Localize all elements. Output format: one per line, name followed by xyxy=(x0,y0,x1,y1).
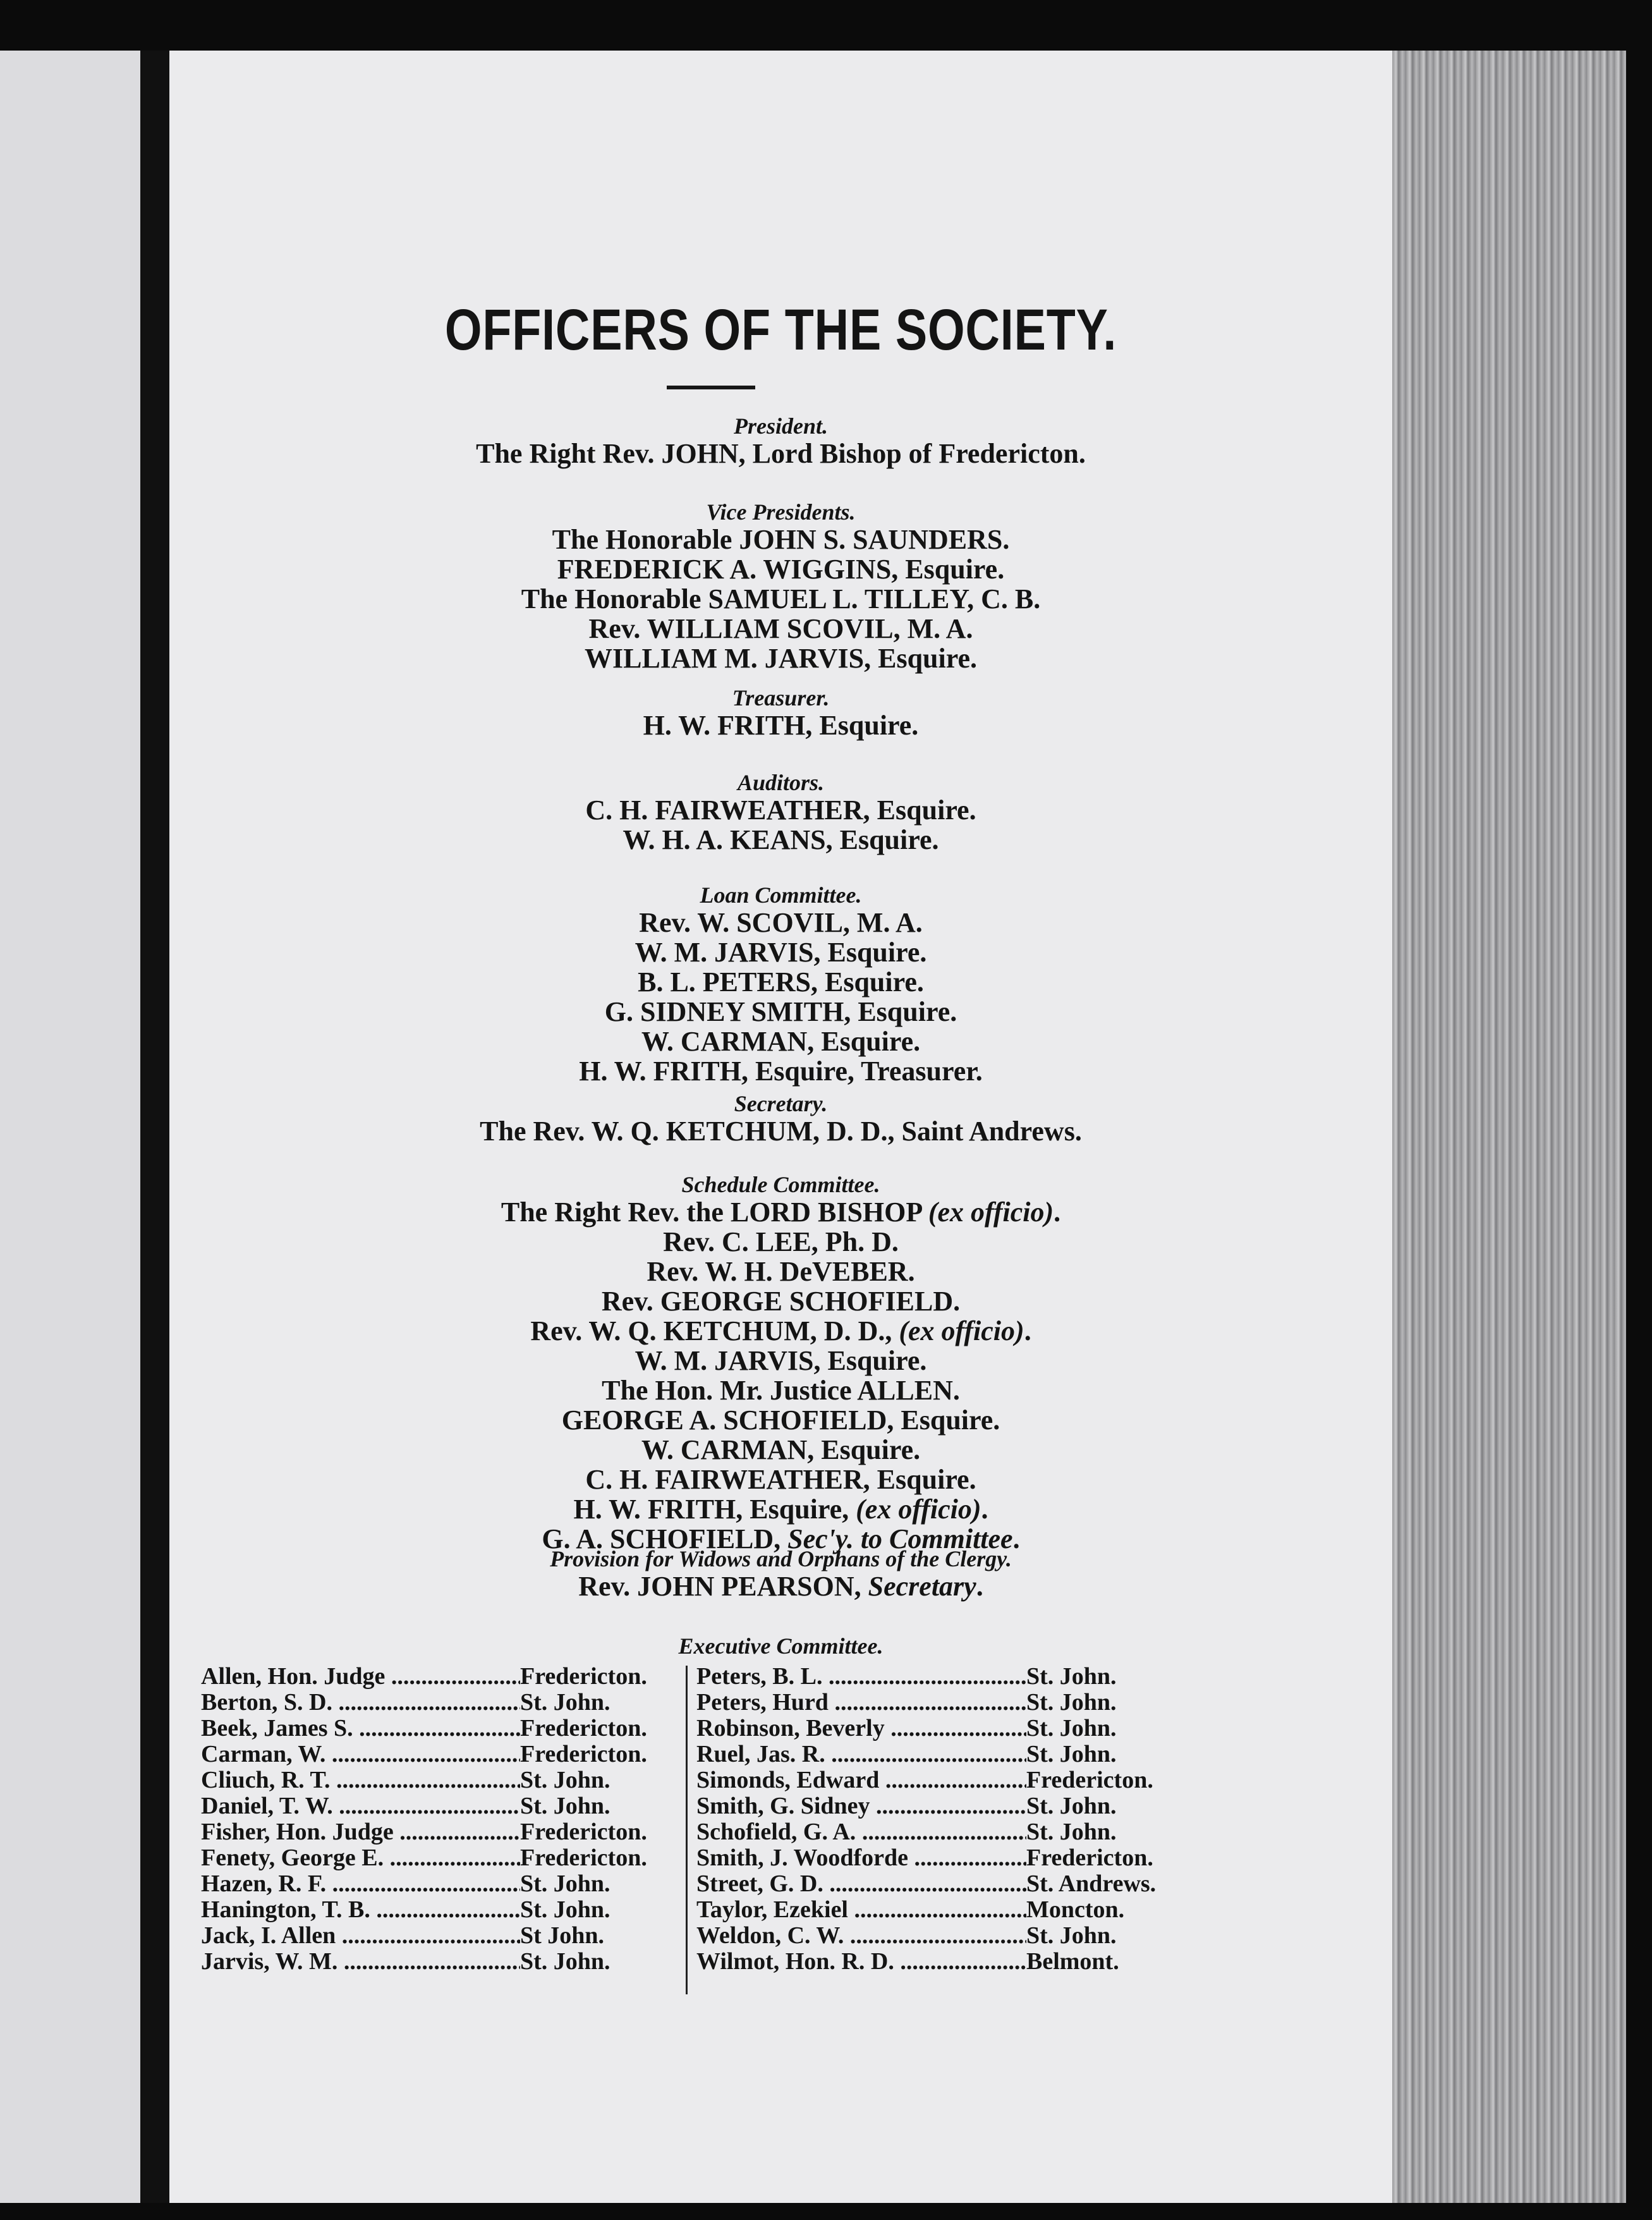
committee-member-row xyxy=(201,1897,675,1923)
section-heading: President. xyxy=(734,413,828,439)
member-place: St. John. xyxy=(520,1689,610,1716)
member-place: St. John. xyxy=(520,1896,610,1923)
entry-text: Rev. W. H. DeVEBER. xyxy=(647,1256,915,1287)
committee-entry xyxy=(169,1346,1392,1375)
member-name: Jack, I. Allen ..... xyxy=(201,1923,520,1949)
entry-text: Rev. JOHN PEARSON, xyxy=(578,1571,868,1602)
officer-entry xyxy=(169,1571,1392,1601)
entry-text: Rev. GEORGE SCHOFIELD. xyxy=(601,1286,961,1317)
officer-entry: C. H. FAIRWEATHER, Esquire. xyxy=(585,795,976,826)
committee-member-row xyxy=(201,1949,675,1975)
officer-entry: W. M. JARVIS, Esquire. xyxy=(635,937,927,968)
entry-text: GEORGE A. SCHOFIELD, Esquire. xyxy=(561,1405,1000,1436)
member-name: Wilmot, Hon. R. D. ..... xyxy=(696,1949,1026,1975)
member-name: Robinson, Beverly ..... xyxy=(696,1716,1026,1741)
entry-text: Rev. W. Q. KETCHUM, D. D., xyxy=(530,1315,899,1346)
member-name: Cliuch, R. T. ..... xyxy=(201,1767,520,1793)
committee-entry xyxy=(169,1286,1392,1316)
committee-member-row xyxy=(696,1664,1189,1690)
section-heading: Treasurer. xyxy=(732,685,830,711)
committee-entry xyxy=(169,1375,1392,1405)
member-name: Hanington, T. B. ..... xyxy=(201,1897,520,1923)
member-place: St. John. xyxy=(1026,1793,1117,1819)
executive-committee-right-column xyxy=(696,1664,1189,1975)
officer-entry: The Right Rev. JOHN, Lord Bishop of Fredericton. xyxy=(476,438,1086,469)
committee-member-row xyxy=(201,1923,675,1949)
member-name: Street, G. D. ..... xyxy=(696,1871,1026,1897)
entry-text: H. W. FRITH, Esquire, xyxy=(573,1494,856,1525)
entry-text: C. H. FAIRWEATHER, Esquire. xyxy=(585,1464,976,1495)
committee-entry xyxy=(169,1316,1392,1346)
committee-entry xyxy=(169,1435,1392,1465)
member-place: St. John. xyxy=(520,1948,610,1975)
committee-member-row xyxy=(696,1845,1189,1871)
member-name: Fisher, Hon. Judge ..... xyxy=(201,1819,520,1845)
committee-entry xyxy=(169,1494,1392,1524)
entry-text: The Right Rev. the LORD BISHOP xyxy=(501,1197,928,1228)
entry-italic: (ex officio) xyxy=(856,1494,981,1525)
entry-punct: . xyxy=(1012,1523,1020,1554)
column-divider xyxy=(686,1666,688,1994)
member-place: St. John. xyxy=(1026,1689,1117,1716)
section-heading: Vice Presidents. xyxy=(706,499,856,525)
entry-text: W. M. JARVIS, Esquire. xyxy=(635,1345,927,1376)
officer-entry: H. W. FRITH, Esquire, Treasurer. xyxy=(579,1056,983,1087)
officer-entry: G. SIDNEY SMITH, Esquire. xyxy=(604,996,957,1027)
widows-orphans-section xyxy=(169,1546,1392,1601)
member-name: Fenety, George E. ..... xyxy=(201,1845,520,1871)
executive-committee-heading-wrap xyxy=(169,1633,1392,1659)
member-name: Smith, J. Woodforde ..... xyxy=(696,1845,1026,1871)
member-place: St. John. xyxy=(1026,1663,1117,1690)
section-heading: Auditors. xyxy=(737,770,825,795)
member-place: Belmont. xyxy=(1026,1948,1119,1975)
member-name: Daniel, T. W. ..... xyxy=(201,1793,520,1819)
officer-entry: FREDERICK A. WIGGINS, Esquire. xyxy=(557,554,1005,585)
entry-punct: . xyxy=(981,1494,988,1525)
member-place: St. John. xyxy=(1026,1715,1117,1741)
committee-member-row xyxy=(201,1871,675,1897)
committee-member-row xyxy=(201,1716,675,1741)
entry-text: The Hon. Mr. Justice ALLEN. xyxy=(602,1375,960,1406)
member-place: Fredericton. xyxy=(520,1819,647,1845)
loan-committee-section xyxy=(169,882,1392,1086)
section-heading: Loan Committee. xyxy=(700,882,862,908)
committee-member-row xyxy=(696,1819,1189,1845)
officer-entry: Rev. W. SCOVIL, M. A. xyxy=(639,907,923,938)
entry-punct: . xyxy=(976,1571,983,1602)
officer-entry: W. CARMAN, Esquire. xyxy=(641,1026,921,1057)
committee-member-row xyxy=(696,1793,1189,1819)
member-place: Fredericton. xyxy=(1026,1767,1153,1793)
officer-entry: Rev. WILLIAM SCOVIL, M. A. xyxy=(588,613,973,644)
member-name: Ruel, Jas. R. ..... xyxy=(696,1741,1026,1767)
member-place: Fredericton. xyxy=(520,1715,647,1741)
entry-italic: (ex officio) xyxy=(928,1197,1054,1228)
entry-punct: . xyxy=(1024,1315,1031,1346)
committee-member-row xyxy=(201,1741,675,1767)
member-name: Jarvis, W. M. ..... xyxy=(201,1949,520,1975)
member-name: Berton, S. D. ..... xyxy=(201,1690,520,1716)
entry-italic: (ex officio) xyxy=(899,1315,1024,1346)
title-rule xyxy=(667,386,755,389)
treasurer-section xyxy=(169,685,1392,740)
section-heading: Secretary. xyxy=(734,1091,828,1116)
officer-entry: The Honorable JOHN S. SAUNDERS. xyxy=(552,524,1010,555)
member-name: Peters, Hurd ..... xyxy=(696,1690,1026,1716)
section-heading: Provision for Widows and Orphans of the Clergy. xyxy=(550,1546,1012,1571)
officer-entry: WILLIAM M. JARVIS, Esquire. xyxy=(584,643,978,674)
committee-member-row xyxy=(696,1741,1189,1767)
executive-committee-left-column xyxy=(201,1664,675,1975)
officer-entry: B. L. PETERS, Esquire. xyxy=(638,967,924,997)
committee-entry xyxy=(169,1257,1392,1286)
officer-entry: The Rev. W. Q. KETCHUM, D. D., Saint Andrews. xyxy=(480,1116,1082,1147)
member-place: St. John. xyxy=(1026,1819,1117,1845)
member-name: Peters, B. L. ..... xyxy=(696,1664,1026,1690)
committee-entry xyxy=(169,1465,1392,1494)
member-name: Schofield, G. A. ..... xyxy=(696,1819,1026,1845)
secretary-section xyxy=(169,1091,1392,1146)
entry-text: Rev. C. LEE, Ph. D. xyxy=(663,1226,899,1257)
member-name: Weldon, C. W. ..... xyxy=(696,1923,1026,1949)
committee-entry xyxy=(169,1405,1392,1435)
entry-italic: Sec'y. to Committee xyxy=(787,1523,1013,1554)
committee-member-row xyxy=(696,1716,1189,1741)
member-name: Hazen, R. F. ..... xyxy=(201,1871,520,1897)
member-place: Fredericton. xyxy=(1026,1845,1153,1871)
committee-member-row xyxy=(696,1690,1189,1716)
member-place: St. John. xyxy=(1026,1922,1117,1949)
member-name: Beek, James S. ..... xyxy=(201,1716,520,1741)
member-place: St. John. xyxy=(1026,1741,1117,1767)
member-name: Carman, W. ..... xyxy=(201,1741,520,1767)
committee-member-row xyxy=(201,1793,675,1819)
committee-member-row xyxy=(696,1767,1189,1793)
member-place: Fredericton. xyxy=(520,1741,647,1767)
member-place: St. John. xyxy=(520,1793,610,1819)
member-place: St. John. xyxy=(520,1870,610,1897)
member-place: St. Andrews. xyxy=(1026,1870,1157,1897)
facing-page-margin xyxy=(0,51,140,2203)
committee-member-row xyxy=(201,1845,675,1871)
committee-member-row xyxy=(201,1767,675,1793)
officer-entry: W. H. A. KEANS, Esquire. xyxy=(623,824,939,855)
schedule-committee-section xyxy=(169,1172,1392,1554)
auditors-section xyxy=(169,770,1392,855)
entry-text: G. A. SCHOFIELD, xyxy=(542,1523,788,1554)
entry-punct: . xyxy=(1054,1197,1061,1228)
member-place: Moncton. xyxy=(1026,1896,1125,1923)
member-name: Simonds, Edward ..... xyxy=(696,1767,1026,1793)
committee-member-row xyxy=(201,1819,675,1845)
committee-member-row xyxy=(696,1871,1189,1897)
entry-text: W. CARMAN, Esquire. xyxy=(641,1434,921,1465)
committee-member-row xyxy=(696,1949,1189,1975)
member-place: St John. xyxy=(520,1922,605,1949)
member-name: Taylor, Ezekiel ..... xyxy=(696,1897,1026,1923)
member-name: Smith, G. Sidney ..... xyxy=(696,1793,1026,1819)
officer-entry: H. W. FRITH, Esquire. xyxy=(643,710,919,741)
committee-member-row xyxy=(201,1664,675,1690)
member-place: St. John. xyxy=(520,1767,610,1793)
section-heading: Executive Committee. xyxy=(678,1633,884,1659)
section-heading: Schedule Committee. xyxy=(681,1172,880,1197)
committee-member-row xyxy=(201,1690,675,1716)
member-place: Fredericton. xyxy=(520,1663,647,1690)
president-section xyxy=(169,413,1392,468)
committee-entry xyxy=(169,1227,1392,1257)
committee-entry xyxy=(169,1197,1392,1227)
officer-entry: The Honorable SAMUEL L. TILLEY, C. B. xyxy=(521,583,1041,614)
entry-italic: Secretary xyxy=(868,1571,976,1602)
committee-member-row xyxy=(696,1897,1189,1923)
member-place: Fredericton. xyxy=(520,1845,647,1871)
page-title: OFFICERS OF THE SOCIETY. xyxy=(444,298,1117,362)
member-name: Allen, Hon. Judge ..... xyxy=(201,1664,520,1690)
book-gutter xyxy=(140,51,169,2203)
committee-member-row xyxy=(696,1923,1189,1949)
vice-presidents-section xyxy=(169,499,1392,673)
page-edges xyxy=(1392,51,1626,2203)
